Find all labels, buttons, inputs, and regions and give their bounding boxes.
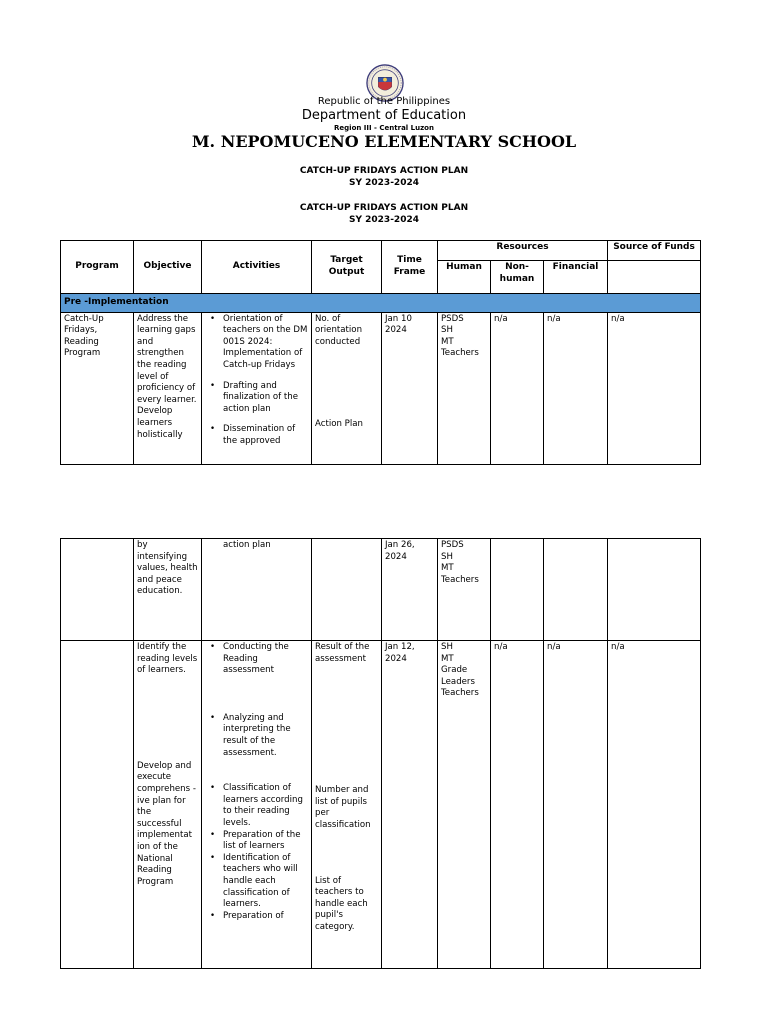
human-resource: Grade Leaders [441,665,475,687]
header-non-human: Non-human [491,261,544,294]
objective-text: Address the learning gaps and strengthen the reading level of proficiency of every learner. [137,313,197,405]
header-funds-blank [608,261,701,294]
target-output-cell [312,312,382,464]
header-resources: Resources [438,241,608,261]
activity-item: • Preparation of the list of learners [205,830,308,853]
activity-item: • Dissemination of the approved [205,424,308,447]
human-resource: Teachers [441,574,479,585]
objective-text: Identify the reading levels of learners. [137,642,198,676]
activities-cell [202,641,312,969]
human-resource: MT [441,336,454,347]
header-target-output: Target Output [312,241,382,294]
activities-cell [202,539,312,641]
republic-label: Republic of the Philippines [317,96,451,107]
school-name: M. NEPOMUCENO ELEMENTARY SCHOOL [191,132,577,151]
source-of-funds-cell: n/a [608,312,701,464]
region-label: Region III - Central Luzon [334,124,434,132]
human-resource: SH [441,551,453,562]
header-financial: Financial [544,261,608,294]
header-objective: Objective [134,241,202,294]
school-year: SY 2023-2024 [349,215,419,225]
header-program: Program [61,241,134,294]
target-output-text: Result of the assessment [315,642,370,664]
program-cell [61,641,134,969]
header-source-of-funds: Source of Funds [608,241,701,261]
activity-item: • Analyzing and interpreting the result of the assessment. [205,713,308,759]
human-resource: PSDS [441,540,464,550]
activity-item: • Classification of learners according to their reading levels. [205,783,308,829]
human-resource: SH [441,642,453,652]
objective-cell: by intensifying values, health and peace education. [134,539,202,641]
plan-title-block-2 [0,202,768,226]
objective-text: Develop learners holistically [137,406,183,440]
activity-item: • Conducting the Reading assessment [205,642,308,677]
target-output-cell [312,539,382,641]
header-human: Human [438,261,491,294]
department-label: Department of Education [301,108,467,123]
activity-item: • Orientation of teachers on the DM 001S 2024: Implementation of Catch-up Fridays [205,314,308,372]
activity-item: • Preparation of [205,911,308,923]
objective-cell [134,641,202,969]
program-cell [61,312,134,464]
financial-cell [544,539,608,641]
time-frame-cell: Jan 12, 2024 [382,641,438,969]
target-output-text: Action Plan [315,419,363,430]
source-of-funds-cell [608,539,701,641]
plan-title-block-1 [0,165,768,189]
program-name: Reading Program [64,336,101,359]
non-human-cell: n/a [491,641,544,969]
financial-cell: n/a [544,312,608,464]
target-output-text: List of teachers to handle each pupil's category. [315,875,368,932]
plan-title: CATCH-UP FRIDAYS ACTION PLAN [299,203,469,213]
activity-item: • Drafting and finalization of the action plan [205,381,308,416]
non-human-cell: n/a [491,312,544,464]
target-output-text: Number and list of pupils per classification [315,785,371,830]
header-activities: Activities [202,241,312,294]
human-resource: MT [441,563,454,574]
source-of-funds-cell: n/a [608,641,701,969]
action-plan-table-continued [60,538,701,969]
activity-item: action plan [223,540,271,550]
objective-cell [134,312,202,464]
human-resource: Teachers [441,348,479,359]
human-resource: MT [441,653,454,664]
objective-text: Develop and execute comprehens -ive plan for the successful implementat ion of the National Reading Program [137,760,196,887]
target-output-text: No. of orientation conducted [315,313,363,347]
time-frame-cell: Jan 26, 2024 [382,539,438,641]
financial-cell: n/a [544,641,608,969]
human-resource: SH [441,325,453,336]
non-human-cell [491,539,544,641]
human-resources-cell [438,641,491,969]
target-output-cell [312,641,382,969]
plan-title: CATCH-UP FRIDAYS ACTION PLAN [299,166,469,176]
activity-item: • Identification of teachers who will handle each classification of learners. [205,853,308,911]
program-cell [61,539,134,641]
human-resources-cell [438,312,491,464]
time-frame-cell: Jan 10 2024 [382,312,438,464]
phase-label: Pre -Implementation [61,294,701,313]
header-time-frame: Time Frame [382,241,438,294]
school-year: SY 2023-2024 [349,178,419,188]
activities-cell [202,312,312,464]
program-name: Catch-Up Fridays, [64,313,104,336]
human-resource: Teachers [441,688,479,699]
human-resources-cell [438,539,491,641]
action-plan-table [60,240,701,465]
human-resource: PSDS [441,313,464,324]
